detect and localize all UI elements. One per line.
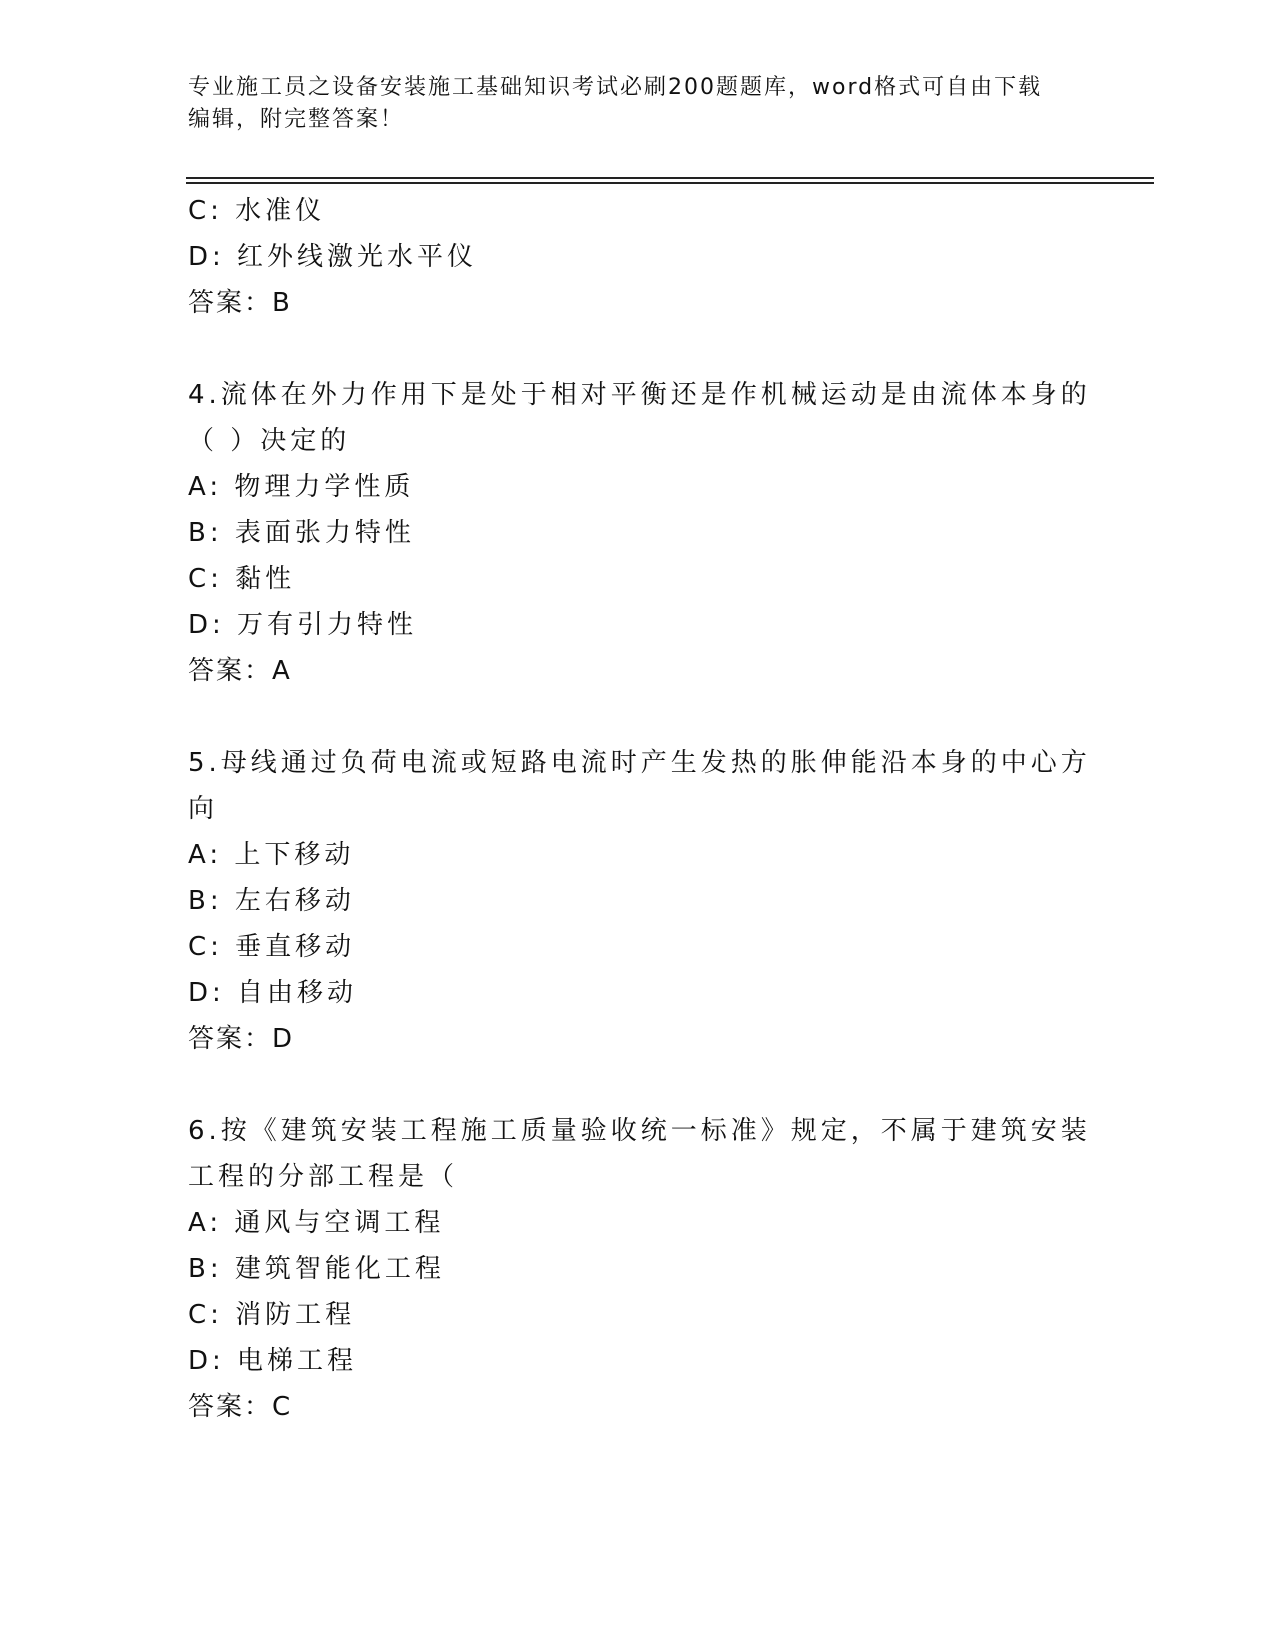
- option-b: B: 表面张力特性: [188, 518, 415, 548]
- answer-line: 答案：D: [188, 1024, 295, 1054]
- option-c: C: 垂直移动: [188, 932, 356, 962]
- spacer: [188, 326, 1088, 372]
- header-title-line-2: 编辑，附完整答案！: [188, 107, 405, 132]
- option-d: D: 自由移动: [188, 978, 358, 1008]
- option-c: C: 黏性: [188, 564, 296, 594]
- question-stem-line-2: 工程的分部工程是（: [188, 1162, 459, 1192]
- question-stem-line-1: 4.流体在外力作用下是处于相对平衡还是作机械运动是由流体本身的: [188, 380, 1091, 410]
- question-stem-line-1: 5.母线通过负荷电流或短路电流时产生发热的胀伸能沿本身的中心方: [188, 748, 1091, 778]
- option-d: D: 电梯工程: [188, 1346, 358, 1376]
- option-a: A: 物理力学性质: [188, 472, 415, 502]
- question-list: [188, 188, 1091, 1430]
- header-divider-bottom: [186, 182, 1154, 184]
- header-title-line-1: 专业施工员之设备安装施工基础知识考试必刷200题题库，word格式可自由下载: [188, 75, 1043, 100]
- answer-line: 答案：C: [188, 1392, 293, 1422]
- question-stem-line-1: 6.按《建筑安装工程施工质量验收统一标准》规定，不属于建筑安装: [188, 1116, 1091, 1146]
- question-5: [188, 740, 1091, 1062]
- option-b: B: 左右移动: [188, 886, 355, 916]
- question-stem-line-2: （ ）决定的: [188, 426, 351, 456]
- option-d: D: 红外线激光水平仪: [188, 242, 478, 272]
- option-c: C: 水准仪: [188, 196, 326, 226]
- question-4: [188, 372, 1091, 694]
- option-a: A: 通风与空调工程: [188, 1208, 445, 1238]
- question-stem-line-2: 向: [188, 794, 219, 824]
- option-a: A: 上下移动: [188, 840, 355, 870]
- answer-line: 答案：B: [188, 288, 292, 318]
- answer-line: 答案：A: [188, 656, 292, 686]
- option-c: C: 消防工程: [188, 1300, 356, 1330]
- option-d: D: 万有引力特性: [188, 610, 418, 640]
- header-divider-top: [186, 177, 1154, 179]
- spacer: [188, 1062, 1088, 1108]
- spacer: [188, 694, 1088, 740]
- partial-question: [188, 188, 1088, 326]
- document-header: [188, 72, 1088, 136]
- option-b: B: 建筑智能化工程: [188, 1254, 445, 1284]
- question-6: [188, 1108, 1091, 1430]
